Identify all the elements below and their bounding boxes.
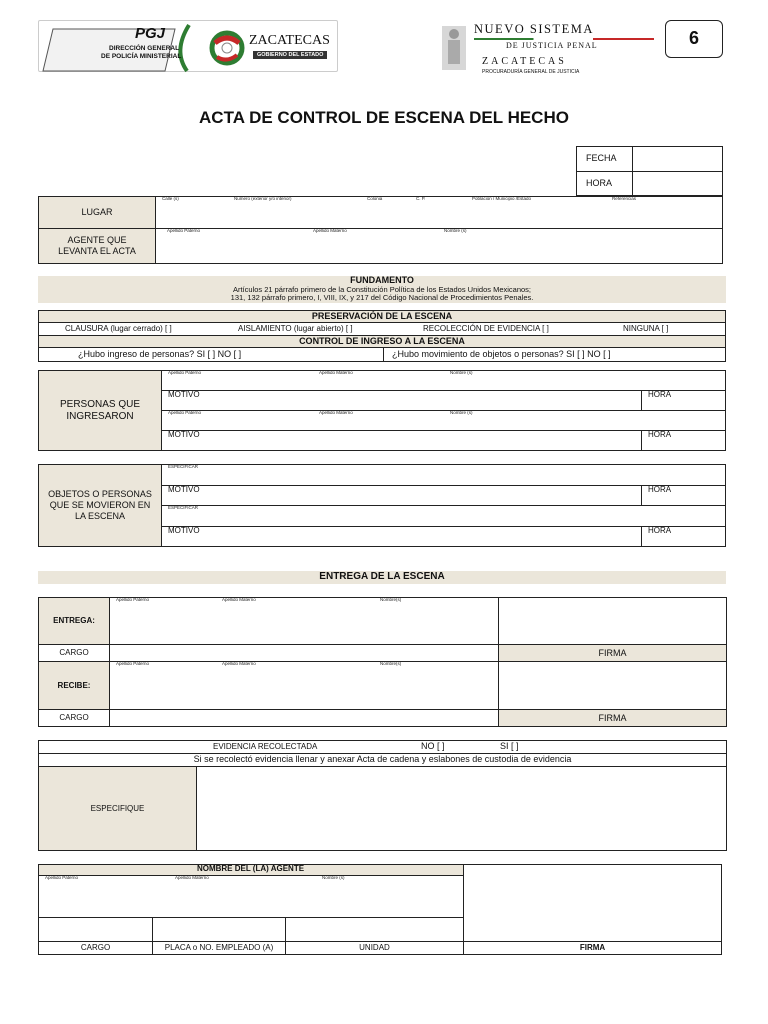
- lugar-field: Calle (s): [162, 196, 179, 201]
- agente-final-signature-area[interactable]: [465, 866, 721, 940]
- agente-final-placa-input[interactable]: [154, 919, 284, 940]
- recibe-field: Nombre(s): [380, 661, 402, 666]
- objetos-motivo-label: MOTIVO: [168, 526, 200, 535]
- recibe-label: RECIBE:: [57, 680, 91, 690]
- agente-final-unidad-label: UNIDAD: [359, 943, 390, 953]
- preservacion-title: PRESERVACIÓN DE LA ESCENA: [311, 311, 453, 321]
- page-number-badge: 6: [665, 20, 723, 58]
- evidencia-title: EVIDENCIA RECOLECTADA: [213, 742, 318, 751]
- hora-label: HORA: [586, 178, 613, 188]
- objetos-especificar-label: ESPECIFICAR: [168, 505, 199, 510]
- entrega-cargo-label: CARGO: [59, 648, 89, 658]
- personas-field: Nombre (s): [450, 410, 473, 415]
- agente-final-unidad-input[interactable]: [287, 919, 462, 940]
- lugar-field: Población / Municipio /Estado: [472, 196, 532, 201]
- persona-name-input[interactable]: [163, 417, 724, 429]
- preservacion-option-recoleccion[interactable]: RECOLECCIÓN DE EVIDENCIA [ ]: [423, 324, 549, 333]
- nsjp-line1: NUEVO SISTEMA: [474, 22, 594, 36]
- personas-label: PERSONAS QUE INGRESARON: [59, 398, 141, 422]
- objetos-hora-label: HORA: [648, 485, 672, 494]
- justice-statue-icon: [436, 22, 472, 72]
- persona-name-input[interactable]: [163, 377, 724, 389]
- control-question-movimiento[interactable]: ¿Hubo movimiento de objetos o personas? SI [ ] NO [ ]: [392, 349, 611, 359]
- personas-field: Apellido Materno: [319, 370, 353, 375]
- lugar-field: Numero (exterior y/o interior): [234, 196, 292, 201]
- fundamento-title: FUNDAMENTO: [350, 275, 414, 285]
- entrega-label: ENTREGA:: [53, 616, 95, 626]
- personas-motivo-label: MOTIVO: [168, 390, 200, 399]
- entrega-field: Nombre(s): [380, 597, 402, 602]
- preservacion-option-ninguna[interactable]: NINGUNA [ ]: [623, 324, 669, 333]
- agente-final-field: Nombre (s): [322, 875, 345, 880]
- agente-final-cargo-label: CARGO: [80, 943, 111, 953]
- fecha-input[interactable]: [634, 148, 721, 170]
- agente-field: Apellido Paterno: [167, 228, 201, 233]
- objetos-especificar-label: ESPECIFICAR: [168, 464, 199, 469]
- pgj-logo: [38, 20, 338, 72]
- nsjp-logo: [436, 20, 656, 76]
- nsjp-line2: DE JUSTICIA PENAL: [506, 41, 598, 50]
- agente-field: Nombre (s): [444, 228, 467, 233]
- flag-stripe: [474, 38, 654, 40]
- personas-field: Nombre (s): [450, 370, 473, 375]
- agente-final-cargo-input[interactable]: [40, 919, 151, 940]
- recibe-field: Apellido Paterno: [116, 661, 150, 666]
- zacatecas-sub: GOBIERNO DEL ESTADO: [253, 51, 327, 59]
- pgj-line1: DIRECCIÓN GENERAL: [109, 45, 180, 52]
- lugar-label: LUGAR: [81, 207, 113, 218]
- fundamento-line1: Artículos 21 párrafo primero de la Constitución Política de los Estados Unidos Mexicanos;: [232, 285, 532, 294]
- recibe-name-input[interactable]: [111, 668, 497, 708]
- lugar-field: C. P.: [416, 196, 426, 201]
- especifique-label: ESPECIFIQUE: [90, 803, 145, 813]
- control-title: CONTROL DE INGRESO A LA ESCENA: [299, 336, 465, 346]
- recibe-field: Apellido Materno: [222, 661, 256, 666]
- agente-final-field: Apellido Paterno: [45, 875, 79, 880]
- evidencia-note: Si se recolectó evidencia llenar y anexar Acta de cadena y eslabones de custodia de evidencia: [193, 754, 572, 764]
- personas-motivo-label: MOTIVO: [168, 430, 200, 439]
- recibe-firma-label: FIRMA: [598, 712, 627, 723]
- lugar-input[interactable]: [157, 203, 721, 227]
- personas-field: Apellido Paterno: [168, 370, 202, 375]
- entrega-escena-title: ENTREGA DE LA ESCENA: [319, 571, 445, 582]
- personas-hora-label: HORA: [648, 390, 672, 399]
- control-question-ingreso[interactable]: ¿Hubo ingreso de personas? SI [ ] NO [ ]: [78, 349, 242, 359]
- hora-input[interactable]: [634, 173, 721, 195]
- zacatecas-emblem-icon: [207, 29, 247, 67]
- preservacion-option-clausura[interactable]: CLAUSURA (lugar cerrado) [ ]: [65, 324, 172, 333]
- recibe-cargo-label: CARGO: [59, 713, 89, 723]
- pgj-line2: DE POLICÍA MINISTERIAL: [101, 53, 182, 60]
- objetos-hora-label: HORA: [648, 526, 672, 535]
- fecha-label: FECHA: [586, 153, 617, 163]
- nsjp-line3: ZACATECAS: [482, 56, 567, 67]
- page-title: ACTA DE CONTROL DE ESCENA DEL HECHO: [199, 108, 569, 127]
- agente-field: Apellido Materno: [313, 228, 347, 233]
- zacatecas-name: ZACATECAS: [249, 33, 330, 48]
- lugar-field: Colonia: [367, 196, 383, 201]
- agente-final-field: Apellido Materno: [175, 875, 209, 880]
- especifique-input[interactable]: [198, 768, 726, 850]
- fundamento-line2: 131, 132 párrafo primero, I, VIII, IX, y 217 del Código Nacional de Procedimientos Penales.: [230, 293, 534, 302]
- lugar-field: Referencias: [612, 196, 637, 201]
- entrega-signature-area[interactable]: [500, 599, 726, 643]
- entrega-field: Apellido Paterno: [116, 597, 150, 602]
- agente-input[interactable]: [157, 235, 721, 263]
- personas-field: Apellido Paterno: [168, 410, 202, 415]
- objetos-motivo-label: MOTIVO: [168, 485, 200, 494]
- entrega-field: Apellido Materno: [222, 597, 256, 602]
- agente-label: AGENTE QUE LEVANTA EL ACTA: [58, 235, 136, 256]
- objetos-label: OBJETOS O PERSONAS QUE SE MOVIERON EN LA ESCENA: [48, 489, 152, 521]
- personas-field: Apellido Materno: [319, 410, 353, 415]
- evidencia-no-option[interactable]: NO [ ]: [421, 741, 445, 751]
- agente-final-placa-label: PLACA o NO. EMPLEADO (A): [164, 943, 274, 953]
- recibe-signature-area[interactable]: [500, 663, 726, 708]
- nsjp-line4: PROCURADURÍA GENERAL DE JUSTICIA: [482, 69, 580, 75]
- entrega-firma-label: FIRMA: [598, 647, 627, 658]
- preservacion-option-aislamiento[interactable]: AISLAMIENTO (lugar abierto) [ ]: [238, 324, 353, 333]
- personas-hora-label: HORA: [648, 430, 672, 439]
- entrega-name-input[interactable]: [111, 604, 497, 643]
- evidencia-si-option[interactable]: SI [ ]: [500, 741, 519, 751]
- agente-final-name-input[interactable]: [40, 882, 462, 916]
- agente-final-firma-label: FIRMA: [579, 943, 606, 953]
- pgj-brand: PGJ: [135, 25, 166, 42]
- agente-final-title: NOMBRE DEL (LA) AGENTE: [196, 864, 305, 873]
